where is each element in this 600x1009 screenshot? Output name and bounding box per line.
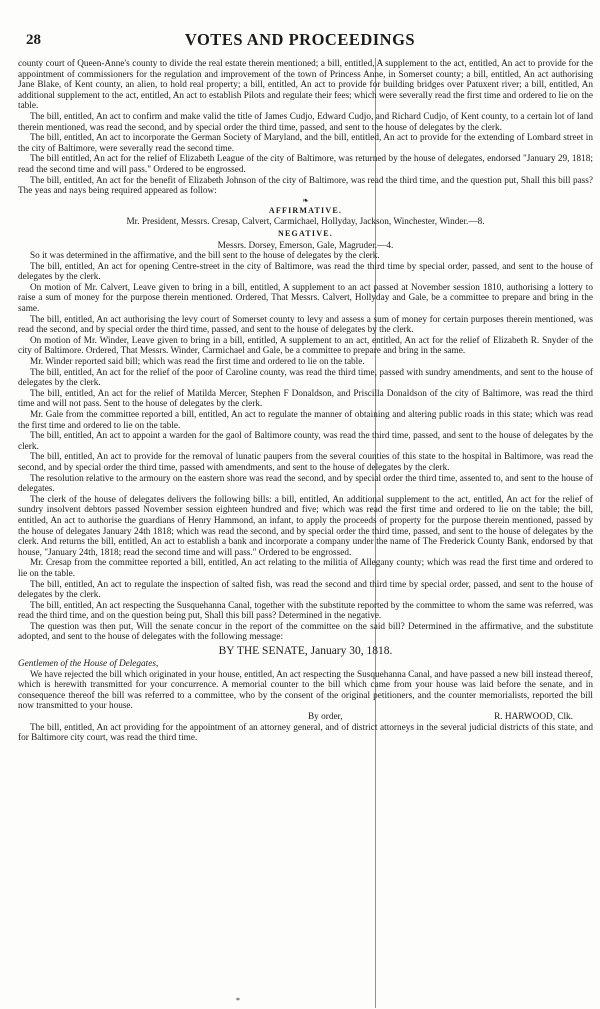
negative-heading: NEGATIVE. [278, 228, 333, 238]
signature-name: R. HARWOOD, Clk. [494, 712, 573, 723]
running-title: VOTES AND PROCEEDINGS [184, 30, 416, 49]
signature-line [18, 712, 593, 723]
paragraph: On motion of Mr. Calvert, Leave given to bring in a bill, entitled, A supplement to an act passed at November session 1810, authorising a lottery to raise a sum of money for the purpose therein mentioned. Ordered, That Messrs. Calvert, Hollyday and Gale, be a committee to prepare and bring in the same. [18, 282, 593, 315]
page-header [0, 30, 600, 54]
message-heading: BY THE SENATE, January 30, 1818. [218, 645, 393, 658]
paragraph: county court of Queen-Anne's county to divide the real estate therein mentioned; a bill, entitled, A supplement to the act, entitled, An act to provide for the appointment of commissioners for the regulation and improvement of the town of Princess Anne, in Somerset county; a bill, entitled, An act authorising Jane Blake, of Kent county, an alien, to hold real property; a bill, entitled, An act to provide for building bridges over Patuxent river; a bill, entitled, An additional supplement to the act, entitled, An act to establish Pilots and regulate their fees; which were severally read the first time and ordered to lie on the table. [18, 59, 593, 112]
message-text: We have rejected the bill which originated in your house, entitled, An act respecting the Susquehanna Canal, and have passed a new bill instead thereof, which is herewith transmitted for your concurrence. A memorial counter to the bill which came from your house was laid before the senate, and in consequence thereof the bill was referred to a committee, who by the consent of the original petitioners, and the counter memorialists, reported the bill now transmitted to your house. [18, 669, 593, 712]
affirmative-heading: AFFIRMATIVE. [268, 205, 343, 215]
paragraph: The resolution relative to the armoury on the eastern shore was read the second, and by special order the third time, assented to, and sent to the house of delegates. [18, 473, 593, 495]
affirmative-names: Mr. President, Messrs. Cresap, Calvert, Carmichael, Hollyday, Jackson, Winchester, Winder.—8. [126, 217, 485, 228]
paragraph: The bill, entitled, An act for opening Centre-street in the city of Baltimore, was read the third time by special order, passed, and sent to the house of delegates by the clerk. [18, 261, 593, 283]
paragraph: The bill, entitled, An act for the relief of Matilda Mercer, Stephen F Donaldson, and Priscilla Donaldson of the city of Baltimore, was read the third time and will not pass. Sent to the house of delegates by the clerk. [18, 388, 593, 410]
message-salutation: Gentlemen of the House of Delegates, [18, 659, 159, 670]
page-number: 28 [26, 32, 41, 48]
paragraph: The bill, entitled, An act to regulate the inspection of salted fish, was read the second and third time by special order, passed, and sent to the house of delegates by the clerk. [18, 579, 593, 601]
paragraph: The bill, entitled, An act to appoint a warden for the gaol of Baltimore county, was read the third time, passed, and sent to the house of delegates by the clerk. [18, 431, 593, 452]
paragraph: The bill, entitled, An act authorising the levy court of Somerset county to levy and assess a sum of money for certain purposes therein mentioned, was read the second, and by special order the third time, passed, and sent to the house of delegates by the clerk. [18, 314, 593, 336]
paragraph: The bill, entitled, An act to confirm and make valid the title of James Cudjo, Edward Cudjo, and Richard Cudjo, of Kent county, to a certain lot of land therein mentioned, was read the second, and by special order the third time, passed, and sent to the house of delegates by the clerk. [18, 111, 593, 133]
paragraph: So it was determined in the affirmative, and the bill sent to the house of delegates by the clerk. [30, 251, 380, 262]
paragraph: The bill entitled, An act for the relief of Elizabeth League of the city of Baltimore, was returned by the house of delegates, endorsed "January 29, 1818; read the second time and will pass." Ordered to be engrossed. [18, 154, 593, 175]
paragraph: The clerk of the house of delegates delivers the following bills: a bill, entitled, An additional supplement to the act, entitled, An act for the relief of sundry insolvent debtors passed November session eighteen hundred and five; which was read the first time and ordered to lie on the table; the bill, entitled, An act to authorise the guardians of Henry Hammond, an infant, to apply the proceeds of property for the purpose therein mentioned, passed by the house of delegates January 24th 1818; which was read the second, and by special order the third time, passed, and sent to the house of delegates by the clerk. And returns the bill, entitled, An act to establish a bank and incorporate a company under the name of The Frederick County Bank, endorsed by that house, "January 24th, 1818; read the second time and will pass." Ordered to be engrossed. [18, 494, 593, 558]
negative-names: Messrs. Dorsey, Emerson, Gale, Magruder.—4. [217, 240, 394, 251]
paragraph: Mr. Cresap from the committee reported a bill, entitled, An act relating to the militia of Allegany county; which was read the first time and ordered to lie on the table. [18, 558, 593, 579]
footer-mark: * [236, 996, 240, 1005]
paragraph: The bill, entitled, An act for the relief of the poor of Caroline county, was read the third time, passed with sundry amendments, and sent to the house of delegates by the clerk. [18, 367, 593, 389]
paragraph: The bill, entitled, An act providing for the appointment of an attorney general, and of district attorneys in the several judicial districts of this state, and for Baltimore city court, was read the third time. [18, 722, 593, 744]
paragraph: The bill, entitled, An act for the benefit of Elizabeth Johnson of the city of Baltimore, was read the third time, and the question put, Shall this bill pass? The yeas and nays being required appeared as follow: [18, 175, 593, 197]
paragraph: The question was then put, Will the senate concur in the report of the committee on the said bill? Determined in the affirmative, and the substitute adopted, and sent to the house of delegates with the following message: [18, 621, 593, 643]
paragraph: On motion of Mr. Winder, Leave given to bring in a bill, entitled, A supplement to an act, entitled, An act for the relief of Elizabeth R. Snyder of the city of Baltimore. Ordered, That Messrs. Winder, Carmichael and Gale, be a committee to prepare and bring in the same. [18, 335, 593, 357]
paragraph: The bill, entitled, An act respecting the Susquehanna Canal, together with the substitute reported by the committee to whom the same was referred, was read the third time, and on the question being put, Shall this bill pass? Determined in the negative. [18, 600, 593, 622]
paragraph: Mr. Winder reported said bill; which was read the first time and ordered to lie on the table. [30, 357, 365, 368]
vote-ornament: ❧ [302, 195, 309, 205]
page-body [18, 59, 593, 744]
paragraph: The bill, entitled, An act to incorporate the German Society of Maryland, and the bill, entitled, An act to provide for the extending of Lombard street in the city of Baltimore, were severally read the second time. [18, 133, 593, 154]
paragraph: Mr. Gale from the committee reported a bill, entitled, An act to regulate the manner of obtaining and altering public roads in this state; which was read the first time and ordered to lie on the table. [18, 410, 593, 431]
paragraph: The bill, entitled, An act to provide for the removal of lunatic paupers from the several counties of this state to the hospital in Baltimore, was read the second, and by special order the third time, passed with amendments, and sent to the house of delegates by the clerk. [18, 452, 593, 473]
signature-by-order: By order, [308, 712, 343, 723]
